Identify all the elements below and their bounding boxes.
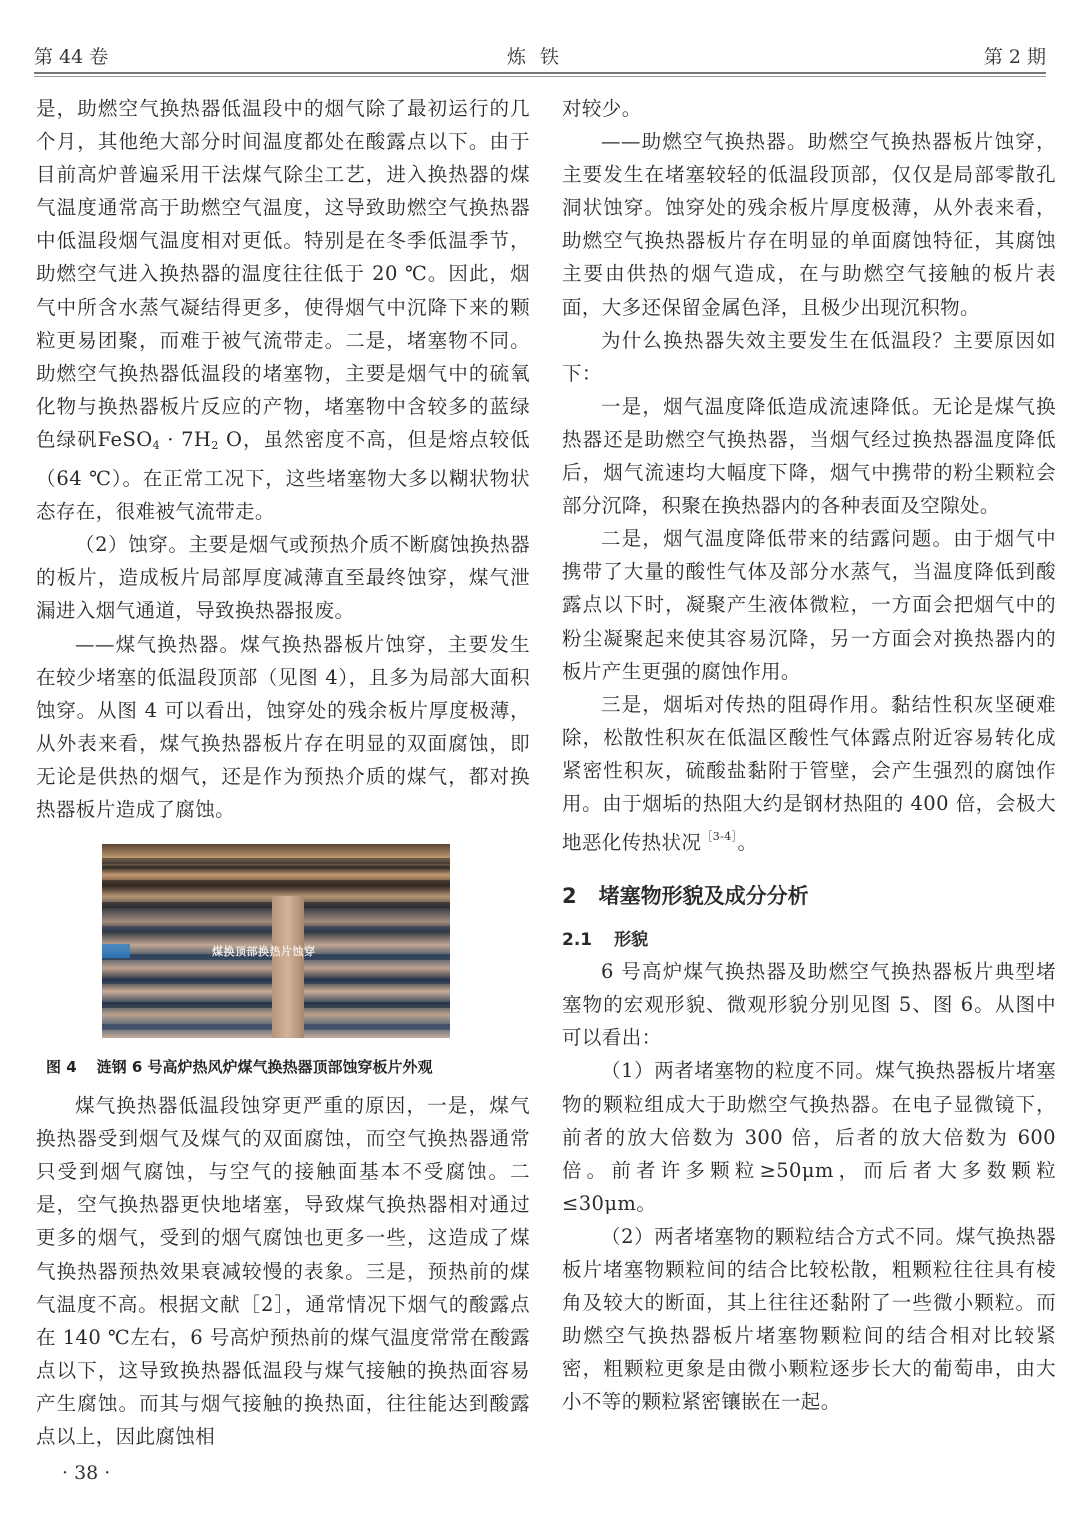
paragraph: ——煤气换热器。煤气换热器板片蚀穿，主要发生在较少堵塞的低温段顶部（见图 4），且多为局部大面积蚀穿。从图 4 可以看出，蚀穿处的残余板片厚度极薄，从外表来看，煤气换热器板片存在明显的双面腐蚀，即无论是供热的烟气，还是作为预热介质的煤气，都对换热器板片造成了腐蚀。: [36, 632, 530, 821]
journal-title: 炼铁: [506, 46, 573, 68]
paragraph: 一是，烟气温度降低造成流速降低。无论是煤气换热器还是助燃空气换热器，当烟气经过换热器温度降低后，烟气流速均大幅度下降，烟气中携带的粉尘颗粒会部分沉降，积聚在换热器内的各种表面及空隙处。: [562, 394, 1056, 518]
running-header: [34, 40, 1046, 72]
citation: ［3-4］: [701, 830, 738, 844]
issue-label: 第 2 期: [983, 46, 1046, 68]
figure-4-photo: [102, 844, 450, 1038]
left-column: [36, 92, 530, 1453]
blue-corrosion-patch: [102, 944, 130, 958]
right-column: [562, 92, 1056, 1418]
support-beam: [272, 896, 304, 1038]
paragraph: （2）两者堵塞物的颗粒结合方式不同。煤气换热器板片堵塞物颗粒间的结合比较松散，粗颗粒往往具有棱角及较大的断面，其上往往还黏附了一些微小颗粒。而助燃空气换热器板片堵塞物颗粒间的结合相对比较紧密，粗颗粒更象是由微小颗粒逐步长大的葡萄串，由大小不等的颗粒紧密镶嵌在一起。: [562, 1224, 1056, 1414]
paragraph: （1）两者堵塞物的粒度不同。煤气换热器板片堵塞物的颗粒组成大于助燃空气换热器。在电子显微镜下，前者的放大倍数为 300 倍，后者的放大倍数为 600 倍。前者许多颗粒≥50μm，而后者大多数颗粒≤30μm。: [562, 1059, 1056, 1215]
paragraph: 煤气换热器低温段蚀穿更严重的原因，一是，煤气换热器受到烟气及煤气的双面腐蚀，而空气换热器通常只受到烟气腐蚀，与空气的接触面基本不受腐蚀。二是，空气换热器更快地堵塞，导致煤气换热器相对通过更多的烟气，受到的烟气腐蚀也更多一些，这造成了煤气换热器预热效果衰减较慢的表象。三是，预热前的煤气温度不高。根据文献［2］，通常情况下烟气的酸露点在 140 ℃左右，6 号高炉预热前的煤气温度常常在酸露点以下，这导致换热器低温段与煤气接触的换热面容易产生腐蚀。而其与烟气接触的换热面，往往能达到酸露点以上，因此腐蚀相: [36, 1094, 530, 1448]
paragraph: （2）蚀穿。主要是烟气或预热介质不断腐蚀换热器的板片，造成板片局部厚度减薄直至最终蚀穿，煤气泄漏进入烟气通道，导致换热器报废。: [36, 533, 530, 623]
volume-label: 第 44 卷: [34, 46, 109, 68]
paragraph: 6 号高炉煤气换热器及助燃空气换热器板片典型堵塞物的宏观形貌、微观形貌分别见图 5、图 6。从图中可以看出：: [562, 960, 1056, 1050]
paragraph: 三是，烟垢对传热的阻碍作用。黏结性积灰坚硬难除，松散性积灰在低温区酸性气体露点附近容易转化成紧密性积灰，硫酸盐黏附于管壁，会产生强烈的腐蚀作用。由于烟垢的热阻大约是钢材热阻的 400 倍，会极大地恶化传热状况$^{[3-4]}$。: [562, 692, 1056, 855]
page-number: · 38 ·: [62, 1462, 111, 1484]
paragraph: 二是，烟气温度降低带来的结露问题。由于烟气中携带了大量的酸性气体及部分水蒸气，当温度降低到酸露点以下时，凝聚产生液体微粒，一方面会把烟气中的粉尘凝聚起来使其容易沉降，另一方面会对换热器内的板片产生更强的腐蚀作用。: [562, 527, 1056, 683]
subsection-heading: 2.1 形貌: [562, 930, 649, 951]
paragraph: ——助燃空气换热器。助燃空气换热器板片蚀穿，主要发生在堵塞较轻的低温段顶部，仅仅是局部零散孔洞状蚀穿。蚀穿处的残余板片厚度极薄，从外表来看，助燃空气换热器板片存在明显的单面腐蚀特征，其腐蚀主要由供热的烟气造成，在与助燃空气接触的板片表面，大多还保留金属色泽，且极少出现沉积物。: [562, 130, 1056, 319]
paragraph: 为什么换热器失效主要发生在低温段？主要原因如下：: [562, 328, 1056, 385]
paragraph: 对较少。: [562, 97, 642, 120]
figure-number: 图 4: [46, 1058, 77, 1077]
paragraph: 是，助燃空气换热器低温段中的烟气除了最初运行的几个月，其他绝大部分时间温度都处在酸露点以下。由于目前高炉普遍采用干法煤气除尘工艺，进入换热器的煤气温度通常高于助燃空气温度，这导致助燃空气换热器中低温段烟气温度相对更低。特别是在冬季低温季节，助燃空气进入换热器的温度往往低于 20 ℃。因此，烟气中所含水蒸气凝结得更多，使得烟气中沉降下来的颗粒更易团聚，而难于被气流带走。二是，堵塞物不同。助燃空气换热器低温段的堵塞物，主要是烟气中的硫氧化物与换热器板片反应的产物，堵塞物中含较多的蓝绿色绿矾FeSO$_4$ · $7H_2$ O，虽然密度不高，但是熔点较低（64 ℃）。在正常工况下，这些堵塞物大多以糊状物状态存在，很难被气流带走。: [36, 97, 530, 524]
header-rule-thin: [34, 76, 1046, 77]
section-heading: 2 堵塞物形貌及成分分析: [562, 884, 809, 909]
photo-overlay-text: 煤换顶部换热片蚀穿: [212, 945, 316, 959]
figure-caption: [46, 1056, 530, 1077]
header-rule-thick: [34, 72, 1046, 74]
figure-caption-text: 涟钢 6 号高炉热风炉煤气换热器顶部蚀穿板片外观: [96, 1058, 433, 1077]
